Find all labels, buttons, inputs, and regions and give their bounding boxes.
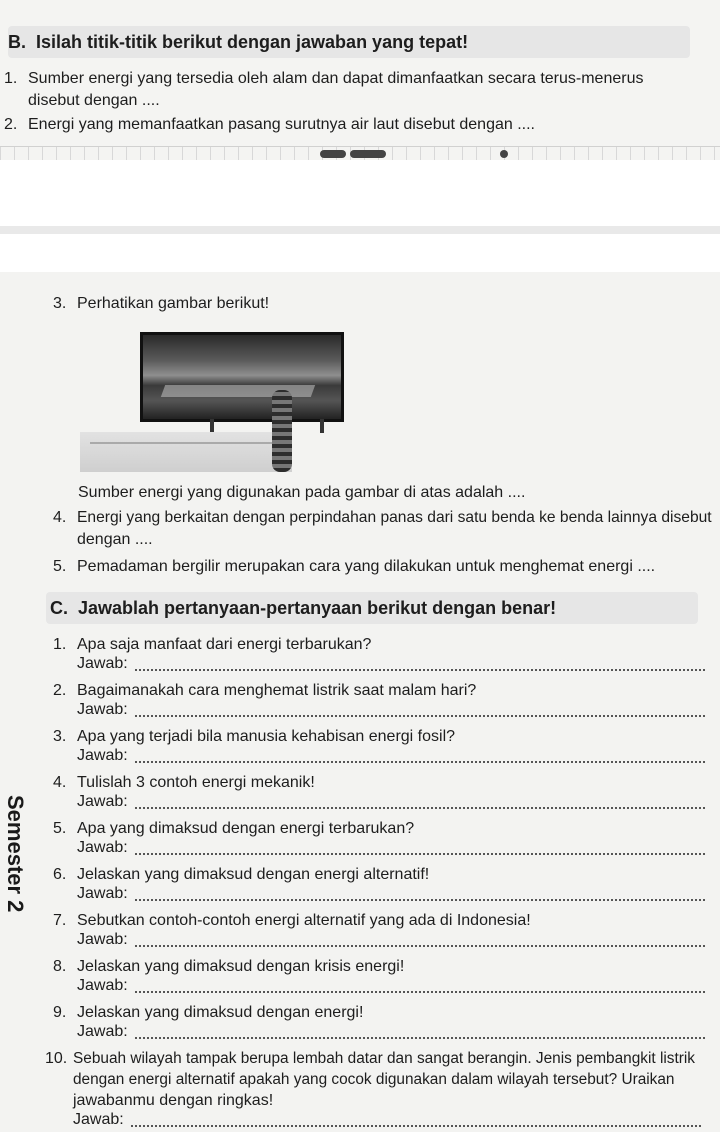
question-number: 9. [53,1004,67,1021]
question-text-cont: dengan .... [77,531,153,548]
section-title: Isilah titik-titik berikut dengan jawaban yang tepat! [36,32,469,52]
question-text: Sumber energi yang tersedia oleh alam dan dapat dimanfaatkan secara terus-menerus [28,70,644,87]
scanner-banner [0,170,720,226]
question-text: Jelaskan yang dimaksud dengan krisis energi! [77,958,405,975]
tv-cabinet-image [80,322,292,472]
question-text: Apa yang dimaksud dengan energi terbarukan? [77,820,415,837]
question-number: 10. [45,1050,68,1067]
question-number: 3. [53,728,67,745]
question-text: Bagaimanakah cara menghemat listrik saat malam hari? [77,682,477,699]
answer-label: Jawab: [77,747,128,764]
question-text: Sebuah wilayah tampak berupa lembah datar dan sangat berangin. Jenis pembangkit listrik [73,1050,695,1067]
answer-label: Jawab: [77,931,128,948]
question-text-cont: jawabanmu dengan ringkas! [73,1092,274,1109]
question-number: 1. [53,636,67,653]
answer-label: Jawab: [77,1023,128,1040]
answer-label: Jawab: [77,655,128,672]
plant-decoration [272,390,292,472]
question-number: 2. [4,116,18,133]
section-b-header [8,26,690,58]
question-number: 4. [53,509,67,526]
image-caption: Sumber energi yang digunakan pada gambar di atas adalah .... [78,484,526,501]
question-number: 5. [53,820,67,837]
answer-label: Jawab: [77,839,128,856]
question-text: Energi yang berkaitan dengan perpindahan panas dari satu benda ke benda lainnya disebut [77,509,712,526]
question-text: Tulislah 3 contoh energi mekanik! [77,774,315,791]
question-number: 1. [4,70,18,87]
question-text: Pemadaman bergilir merupakan cara yang dilakukan untuk menghemat energi .... [77,558,656,575]
question-number: 4. [53,774,67,791]
tv-cabinet [80,432,292,472]
question-number: 8. [53,958,67,975]
answer-label: Jawab: [77,793,128,810]
question-text: Apa saja manfaat dari energi terbarukan? [77,636,372,653]
question-number: 7. [53,912,67,929]
question-text: Energi yang memanfaatkan pasang surutnya air laut disebut dengan .... [28,116,535,133]
question-text: Jelaskan yang dimaksud dengan energi alternatif! [77,866,430,883]
section-title: Jawablah pertanyaan-pertanyaan berikut dengan benar! [78,598,557,618]
question-text: Perhatikan gambar berikut! [77,295,270,312]
gap-strip [0,226,720,234]
question-number: 6. [53,866,67,883]
ruler-marks [200,150,680,160]
question-text: Jelaskan yang dimaksud dengan energi! [77,1004,364,1021]
section-c-header [46,592,698,624]
question-text: Apa yang terjadi bila manusia kehabisan energi fosil? [77,728,456,745]
section-letter: C. [50,598,68,618]
question-number: 5. [53,558,67,575]
answer-label: Jawab: [77,977,128,994]
answer-label: Jawab: [77,885,128,902]
side-tab-label: Semester 2 [3,795,28,913]
question-text-cont: disebut dengan .... [28,92,160,109]
page-fragment-top [0,0,720,160]
question-text-cont: dengan energi alternatif apakah yang cocok digunakan dalam wilayah tersebut? Uraikan [73,1071,675,1088]
answer-label: Jawab: [77,701,128,718]
semester-side-tab [2,795,32,935]
section-letter: B. [8,32,26,52]
tv-screen [140,332,344,422]
answer-label: Jawab: [73,1111,124,1128]
question-text: Sebutkan contoh-contoh energi alternatif yang ada di Indonesia! [77,912,531,929]
question-number: 3. [53,295,67,312]
question-number: 2. [53,682,67,699]
